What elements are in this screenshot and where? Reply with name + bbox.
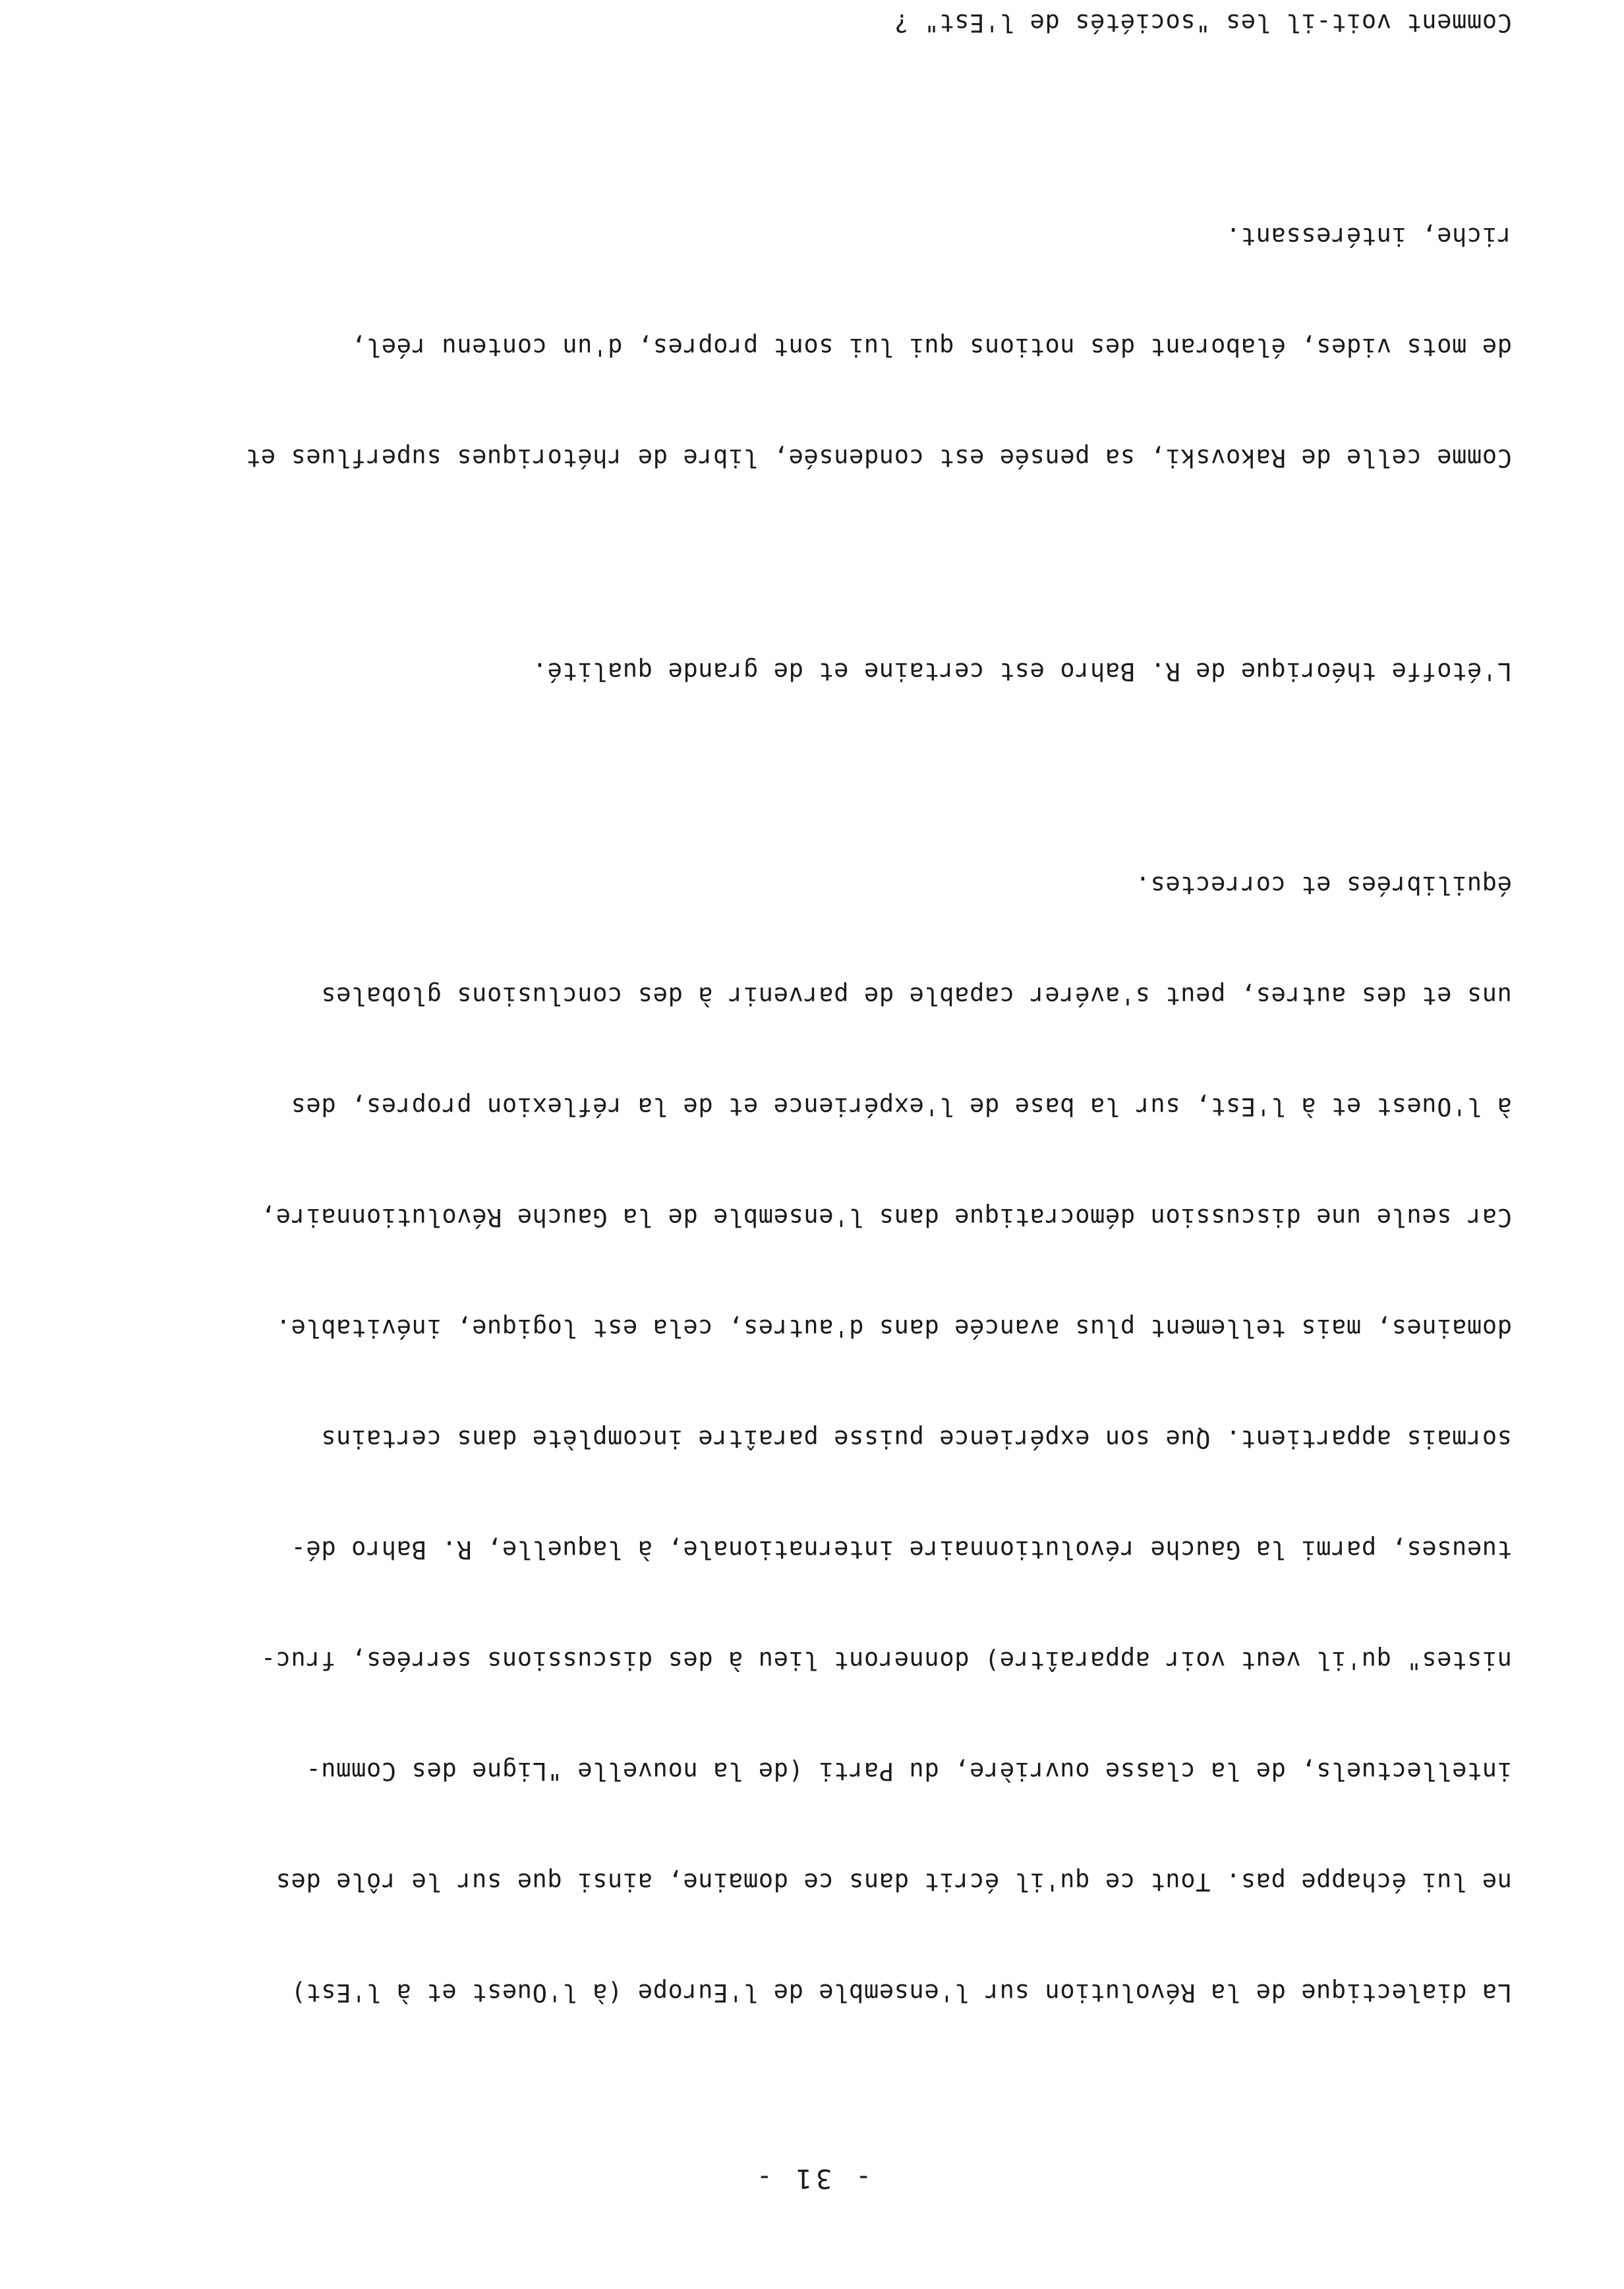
text-line: nistes" qu'il veut voir apparaître) donneront lieu à des discussions serrées, fruc- xyxy=(260,1646,1512,1675)
text-line: Comme celle de Rakovski, sa pensée est condensée, libre de rhétoriques superflues et xyxy=(245,444,1512,472)
text-line: équilibrées et correctes. xyxy=(1135,871,1512,899)
text-line: L'étoffe théorique de R. Bahro est certaine et de grande qualité. xyxy=(532,657,1512,686)
text-line: Comment voit-il les "sociétés de l'Est" ? xyxy=(894,9,1512,37)
paragraph-dialectique xyxy=(62,792,1512,2085)
text-line: uns et des autres, peut s'avérer capable de parvenir à des conclusions globales xyxy=(320,982,1512,1010)
document-body xyxy=(62,0,1512,2085)
paragraph-question xyxy=(62,0,1512,115)
text-line: La dialectique de la Révolution sur l'ensemble de l'Europe (à l'Ouest et à l'Est) xyxy=(291,1978,1512,2007)
text-line: intellectuels, de la classe ouvrière, du Parti (de la nouvelle "Ligne des Commu- xyxy=(305,1757,1512,1785)
paragraph-rakovski xyxy=(62,144,1512,550)
text-line: Car seule une discussion démocratique dans l'ensemble de la Gauche Révolutionnaire, xyxy=(260,1203,1512,1232)
text-line: ne lui échappe pas. Tout ce qu'il écrit dans ce domaine, ainsi que sur le rôle des xyxy=(276,1868,1512,1896)
paragraph-etoffe xyxy=(62,579,1512,763)
page-number: - 31 - xyxy=(752,2163,872,2193)
text-line: riche, intéressant. xyxy=(1225,222,1512,251)
text-line: sormais appartient. Que son expérience puisse paraître incomplète dans certains xyxy=(320,1425,1512,1453)
text-line: à l'Ouest et à l'Est, sur la base de l'expérience et de la réflexion propres, des xyxy=(291,1092,1512,1121)
text-line: tueuses, parmi la Gauche révolutionnaire internationale, à laquelle, R. Bahro dé- xyxy=(291,1535,1512,1564)
text-line: de mots vides, élaborant des notions qui lui sont propres, d'un contenu réel, xyxy=(351,333,1512,361)
text-line: domaines, mais tellement plus avancée dans d'autres, cela est logique, inévitable. xyxy=(276,1314,1512,1342)
